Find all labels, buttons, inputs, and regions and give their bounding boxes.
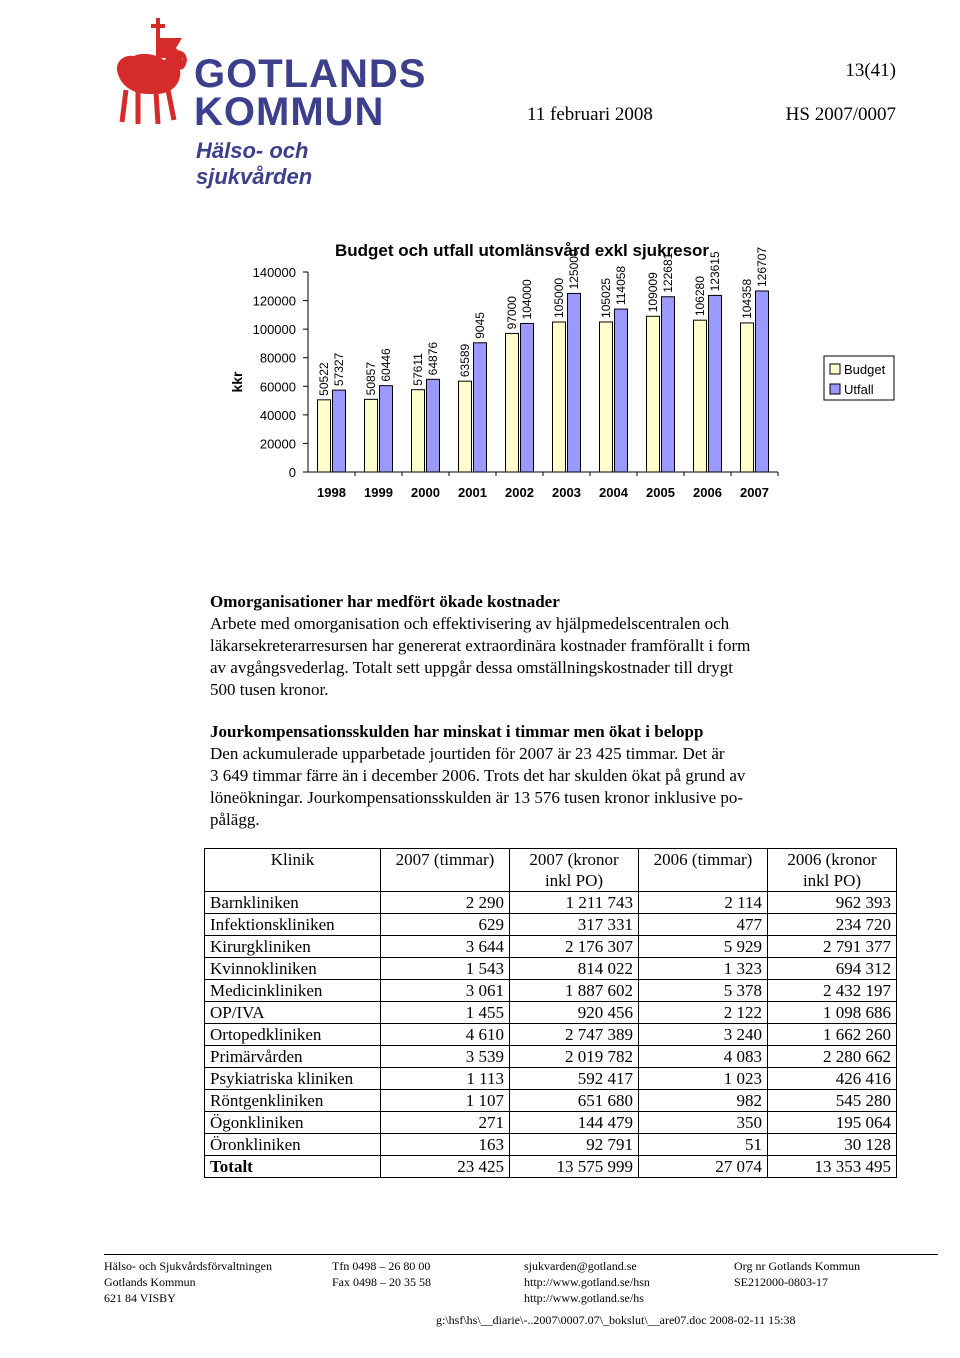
table-row xyxy=(205,958,897,980)
table-cell: Ögonkliniken xyxy=(205,1112,381,1134)
bar-data-label: 9045 xyxy=(473,312,487,339)
footer-text: Gotlands Kommun xyxy=(104,1275,196,1289)
table-cell: 27 074 xyxy=(639,1156,768,1178)
table-cell: 317 331 xyxy=(510,914,639,936)
bar-data-label: 126707 xyxy=(755,246,769,287)
y-tick-label: 40000 xyxy=(259,407,296,423)
table-cell: 271 xyxy=(381,1112,510,1134)
table-row xyxy=(205,1002,897,1024)
bar-budget xyxy=(600,322,613,472)
bar-budget xyxy=(365,399,378,472)
bar-budget xyxy=(459,381,472,472)
table-cell: 1 023 xyxy=(639,1068,768,1090)
table-cell: 195 064 xyxy=(768,1112,897,1134)
section1-line: av avgångsvederlag. Totalt sett uppgår dessa omställningskostnader till drygt xyxy=(210,658,734,677)
x-tick-label: 2005 xyxy=(646,485,675,500)
table-row xyxy=(205,914,897,936)
bar-budget xyxy=(506,333,519,472)
x-tick-label: 2001 xyxy=(458,485,487,500)
table-cell: 2 791 377 xyxy=(768,936,897,958)
footer-col-web xyxy=(524,1258,650,1306)
footer-text: 621 84 VISBY xyxy=(104,1291,176,1305)
bar-data-label: 104000 xyxy=(520,279,534,320)
bar-data-label: 104358 xyxy=(740,278,754,319)
section1-line: 500 tusen kronor. xyxy=(210,680,329,699)
table-cell: Totalt xyxy=(205,1156,381,1178)
section1-body xyxy=(210,613,750,701)
footer-text: Hälso- och Sjukvårdsförvaltningen xyxy=(104,1259,272,1273)
bar-data-label: 125000 xyxy=(567,249,581,290)
table-header-row xyxy=(205,849,897,892)
table-cell: 2 432 197 xyxy=(768,980,897,1002)
table-header-cell: 2006 (timmar) xyxy=(639,849,768,892)
org-logo xyxy=(108,14,427,189)
jour-table xyxy=(204,848,897,1178)
y-axis-label: kkr xyxy=(229,371,245,393)
footer-web-link[interactable]: http://www.gotland.se/hsn xyxy=(524,1275,650,1289)
bar-data-label: 57611 xyxy=(411,353,425,386)
budget-chart xyxy=(222,228,902,518)
table-cell: 13 575 999 xyxy=(510,1156,639,1178)
table-total-row xyxy=(205,1156,897,1178)
table-row xyxy=(205,1046,897,1068)
table-cell: 982 xyxy=(639,1090,768,1112)
table-cell: Kvinnokliniken xyxy=(205,958,381,980)
table-cell: 2 122 xyxy=(639,1002,768,1024)
x-tick-label: 2004 xyxy=(599,485,628,500)
table-row xyxy=(205,980,897,1002)
footer-text: Org nr Gotlands Kommun xyxy=(734,1259,861,1273)
table-cell: 962 393 xyxy=(768,892,897,914)
table-cell: 629 xyxy=(381,914,510,936)
y-tick-label: 20000 xyxy=(259,436,296,452)
table-cell: 350 xyxy=(639,1112,768,1134)
bar-utfall xyxy=(474,343,487,472)
table-cell: 92 791 xyxy=(510,1134,639,1156)
table-cell: Kirurgkliniken xyxy=(205,936,381,958)
table-cell: Ortopedkliniken xyxy=(205,1024,381,1046)
page-number: 13(41) xyxy=(845,60,896,81)
section2-line: löneökningar. Jourkompensationsskulden är 13 576 tusen kronor inklusive po- xyxy=(210,788,744,807)
table-row xyxy=(205,1068,897,1090)
table-cell: 1 113 xyxy=(381,1068,510,1090)
bar-utfall xyxy=(568,293,581,472)
bar-budget xyxy=(553,322,566,472)
table-cell: 3 539 xyxy=(381,1046,510,1068)
table-cell: 694 312 xyxy=(768,958,897,980)
y-tick-label: 0 xyxy=(288,465,296,480)
table-cell: 30 128 xyxy=(768,1134,897,1156)
table-row xyxy=(205,1112,897,1134)
footer-divider xyxy=(104,1254,938,1255)
table-cell: Psykiatriska kliniken xyxy=(205,1068,381,1090)
table-row xyxy=(205,936,897,958)
bar-data-label: 60446 xyxy=(379,348,393,382)
logo-subtitle: Hälso- och sjukvården xyxy=(196,138,313,189)
y-tick-label: 80000 xyxy=(259,350,296,366)
table-cell: Primärvården xyxy=(205,1046,381,1068)
table-header-cell: Klinik xyxy=(205,849,381,892)
legend-swatch-budget xyxy=(830,364,840,374)
logo-line2: KOMMUN xyxy=(194,90,385,134)
footer-col-org xyxy=(734,1258,860,1290)
table-cell: 592 417 xyxy=(510,1068,639,1090)
x-tick-label: 2006 xyxy=(693,485,722,500)
table-cell: 426 416 xyxy=(768,1068,897,1090)
table-cell: 2 019 782 xyxy=(510,1046,639,1068)
table-cell: OP/IVA xyxy=(205,1002,381,1024)
bar-data-label: 109009 xyxy=(646,272,660,313)
document-date: 11 februari 2008 xyxy=(527,104,653,125)
table-cell: 1 455 xyxy=(381,1002,510,1024)
y-tick-label: 140000 xyxy=(252,265,296,280)
table-cell: 1 323 xyxy=(639,958,768,980)
bar-budget xyxy=(741,323,754,472)
bar-data-label: 97000 xyxy=(505,296,519,330)
legend-swatch-utfall xyxy=(830,384,840,394)
table-cell: 1 211 743 xyxy=(510,892,639,914)
table-cell: 234 720 xyxy=(768,914,897,936)
table-header-cell: 2007 (timmar) xyxy=(381,849,510,892)
table-cell: Barnkliniken xyxy=(205,892,381,914)
y-tick-label: 100000 xyxy=(252,322,296,338)
table-cell: 23 425 xyxy=(381,1156,510,1178)
bar-data-label: 105025 xyxy=(599,277,613,318)
table-cell: 4 610 xyxy=(381,1024,510,1046)
table-cell: 2 747 389 xyxy=(510,1024,639,1046)
bar-data-label: 57327 xyxy=(332,352,346,387)
bar-utfall xyxy=(662,297,675,472)
section1-line: läkarsekreterarresursen har genererat extraordinära kostnader framförallt i form xyxy=(210,636,751,655)
footer-text: Tfn 0498 – 26 80 00 xyxy=(332,1259,431,1273)
table-cell: 920 456 xyxy=(510,1002,639,1024)
legend-label-budget: Budget xyxy=(844,362,886,377)
bar-utfall xyxy=(333,390,346,472)
table-row xyxy=(205,892,897,914)
footer-text: SE212000-0803-17 xyxy=(734,1275,828,1289)
bar-utfall xyxy=(756,291,769,472)
chart-title: Budget och utfall utomlänsvård exkl sjukresor xyxy=(334,241,710,260)
table-cell: 651 680 xyxy=(510,1090,639,1112)
bar-budget xyxy=(694,320,707,472)
section2-line: pålägg. xyxy=(210,810,260,829)
chart-canvas xyxy=(222,228,902,518)
bar-utfall xyxy=(709,295,722,472)
y-tick-label: 120000 xyxy=(252,293,296,309)
table-cell: Medicinkliniken xyxy=(205,980,381,1002)
table-cell: 1 543 xyxy=(381,958,510,980)
x-tick-label: 2007 xyxy=(740,485,769,500)
bar-budget xyxy=(647,316,660,472)
table-cell: Öronkliniken xyxy=(205,1134,381,1156)
x-tick-label: 1999 xyxy=(364,485,393,500)
x-tick-label: 2003 xyxy=(552,485,581,500)
table-cell: 3 061 xyxy=(381,980,510,1002)
footer-filepath: g:\hsf\hs\__diarie\-..2007\0007.07\_bokslut\__are07.doc 2008-02-11 15:38 xyxy=(436,1313,796,1327)
table-cell: 5 929 xyxy=(639,936,768,958)
bar-utfall xyxy=(521,323,534,472)
ram-emblem-icon xyxy=(108,14,194,134)
document-reference: HS 2007/0007 xyxy=(785,104,896,125)
bar-utfall xyxy=(380,386,393,472)
bar-data-label: 50857 xyxy=(364,361,378,396)
section1-line: Arbete med omorganisation och effektivisering av hjälpmedelscentralen och xyxy=(210,614,730,633)
bar-data-label: 114058 xyxy=(614,265,628,306)
footer-text: Fax 0498 – 20 35 58 xyxy=(332,1275,431,1289)
table-cell: 3 644 xyxy=(381,936,510,958)
bar-data-label: 50522 xyxy=(317,362,331,396)
table-row xyxy=(205,1090,897,1112)
table-cell: 1 107 xyxy=(381,1090,510,1112)
bar-utfall xyxy=(427,379,440,472)
section2-line: Den ackumulerade upparbetade jourtiden för 2007 är 23 425 timmar. Det är xyxy=(210,744,725,763)
table-cell: 2 114 xyxy=(639,892,768,914)
table-header-cell: 2007 (kronor inkl PO) xyxy=(510,849,639,892)
bar-budget xyxy=(318,400,331,472)
table-cell: Infektionskliniken xyxy=(205,914,381,936)
table-cell: 51 xyxy=(639,1134,768,1156)
table-cell: 13 353 495 xyxy=(768,1156,897,1178)
table-cell: 1 662 260 xyxy=(768,1024,897,1046)
table-cell: 814 022 xyxy=(510,958,639,980)
section2-title: Jourkompensationsskulden har minskat i timmar men ökat i belopp xyxy=(210,722,704,741)
table-cell: 545 280 xyxy=(768,1090,897,1112)
x-tick-label: 2002 xyxy=(505,485,534,500)
footer-col-address xyxy=(104,1258,272,1306)
table-cell: 1 098 686 xyxy=(768,1002,897,1024)
footer-web-link[interactable]: http://www.gotland.se/hs xyxy=(524,1291,644,1305)
footer-email-link[interactable]: sjukvarden@gotland.se xyxy=(524,1259,637,1273)
bar-data-label: 105000 xyxy=(552,277,566,318)
table-cell: 3 240 xyxy=(639,1024,768,1046)
table-cell: 5 378 xyxy=(639,980,768,1002)
bar-data-label: 122681 xyxy=(661,252,675,293)
section2-body xyxy=(210,743,745,831)
x-tick-label: 1998 xyxy=(317,485,346,500)
bar-data-label: 123615 xyxy=(708,251,722,292)
section1-title: Omorganisationer har medfört ökade kostnader xyxy=(210,592,560,611)
table-cell: 144 479 xyxy=(510,1112,639,1134)
bar-data-label: 106280 xyxy=(693,276,707,317)
table-row xyxy=(205,1024,897,1046)
x-tick-label: 2000 xyxy=(411,485,440,500)
table-cell: 2 290 xyxy=(381,892,510,914)
bar-utfall xyxy=(615,309,628,472)
table-cell: 2 176 307 xyxy=(510,936,639,958)
table-cell: 477 xyxy=(639,914,768,936)
table-cell: Röntgenkliniken xyxy=(205,1090,381,1112)
table-cell: 4 083 xyxy=(639,1046,768,1068)
y-tick-label: 60000 xyxy=(259,379,296,395)
footer-col-phone xyxy=(332,1258,431,1290)
legend-label-utfall: Utfall xyxy=(844,382,874,397)
table-cell: 2 280 662 xyxy=(768,1046,897,1068)
bar-budget xyxy=(412,390,425,472)
table-cell: 163 xyxy=(381,1134,510,1156)
table-header-cell: 2006 (kronor inkl PO) xyxy=(768,849,897,892)
table-row xyxy=(205,1134,897,1156)
bar-data-label: 64876 xyxy=(426,341,440,376)
table-cell: 1 887 602 xyxy=(510,980,639,1002)
logo-line1: GOTLANDS xyxy=(194,52,427,96)
bar-data-label: 63589 xyxy=(458,343,472,378)
section2-line: 3 649 timmar färre än i december 2006. Trots det har skulden ökat på grund av xyxy=(210,766,746,785)
